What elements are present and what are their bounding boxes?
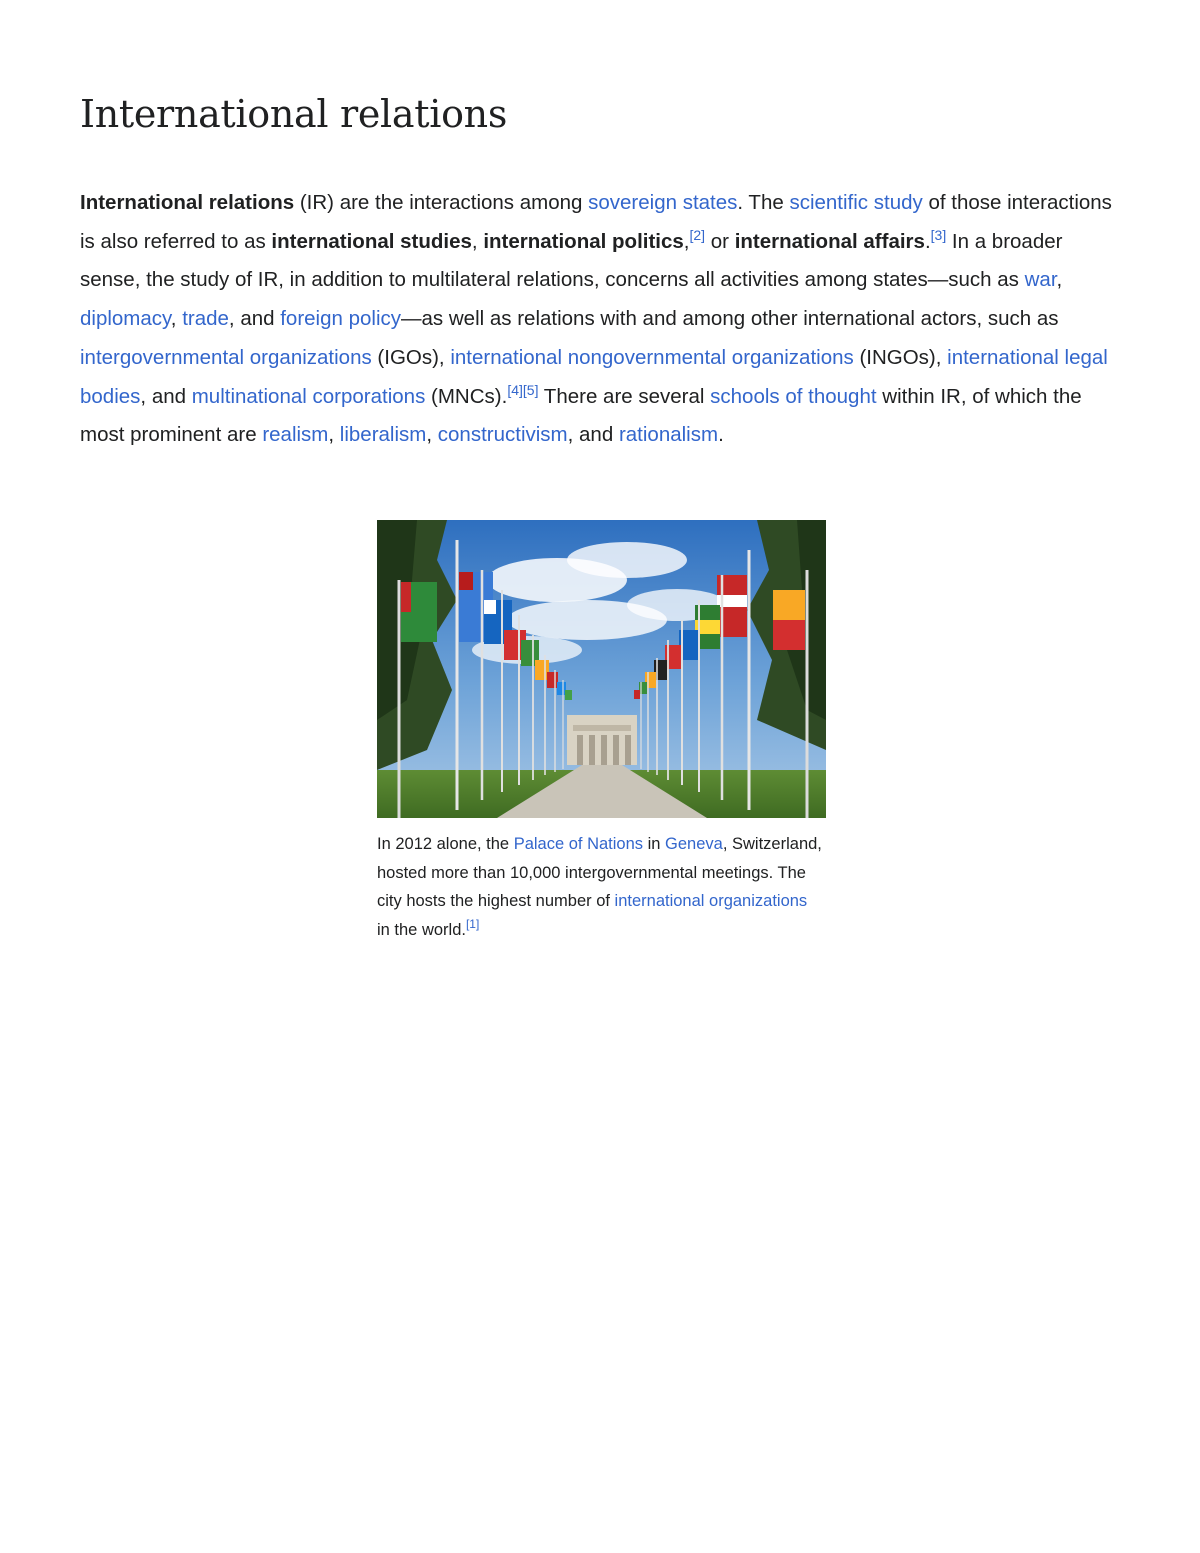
text-run: , xyxy=(683,229,690,253)
reference-link-5[interactable]: [5] xyxy=(522,381,539,398)
bold-term-international-affairs: international affairs xyxy=(734,229,925,253)
text-run: or xyxy=(705,229,735,253)
figure-caption xyxy=(377,830,822,945)
text-run: (MNCs). xyxy=(425,384,508,408)
link-war[interactable]: war xyxy=(1024,268,1057,292)
text-run: , and xyxy=(567,423,619,447)
link-international-organizations[interactable]: international organizations xyxy=(614,892,808,911)
bold-term-international-politics: international politics xyxy=(483,229,684,253)
text-run: —as well as relations with and among other international actors, such as xyxy=(401,307,1059,331)
text-run: , and xyxy=(140,384,192,408)
link-constructivism[interactable]: constructivism xyxy=(437,423,568,447)
reference-5 xyxy=(523,382,539,398)
link-scientific-study[interactable]: scientific study xyxy=(789,191,923,214)
link-multinational-corporations[interactable]: multinational corporations xyxy=(191,384,426,408)
link-geneva[interactable]: Geneva xyxy=(665,835,723,853)
link-sovereign-states[interactable]: sovereign states xyxy=(588,191,738,214)
link-liberalism[interactable]: liberalism xyxy=(339,423,427,447)
reference-1 xyxy=(466,917,479,931)
link-rationalism[interactable]: rationalism xyxy=(618,423,719,447)
reference-link-1[interactable]: [1] xyxy=(465,917,480,932)
caption-text-run: in xyxy=(643,835,666,853)
reference-link-4[interactable]: [4] xyxy=(507,381,523,398)
link-intergovernmental-organizations[interactable]: intergovernmental organizations xyxy=(80,345,372,369)
reference-4 xyxy=(507,382,523,398)
link-trade[interactable]: trade xyxy=(182,307,229,331)
link-schools-of-thought[interactable]: schools of thought xyxy=(710,384,877,408)
reference-link-3[interactable]: [3] xyxy=(930,226,947,243)
reference-2 xyxy=(689,227,705,243)
link-diplomacy[interactable]: diplomacy xyxy=(80,307,171,331)
bold-term-international-studies: international studies xyxy=(271,229,472,253)
link-realism[interactable]: realism xyxy=(262,423,329,447)
text-run: , xyxy=(170,307,183,331)
reference-link-2[interactable]: [2] xyxy=(689,226,706,243)
link-palace-of-nations[interactable]: Palace of Nations xyxy=(513,835,644,853)
palace-of-nations-photo[interactable] xyxy=(377,520,826,818)
reference-3 xyxy=(931,227,947,243)
text-run: , xyxy=(1056,268,1063,292)
lead-paragraph xyxy=(80,184,1115,455)
text-run: There are several xyxy=(538,384,711,408)
text-run: within IR, of which the most prominent are xyxy=(80,384,1082,447)
link-international-legal-bodies[interactable]: international legal bodies xyxy=(80,345,1108,408)
text-run: In a broader sense, the study of IR, in addition to multilateral relations, concerns all activities among states—such as xyxy=(80,229,1063,292)
link-foreign-policy[interactable]: foreign policy xyxy=(280,307,402,331)
text-run: (IGOs), xyxy=(371,345,451,369)
bold-term-international-relations: International relations xyxy=(80,191,295,214)
text-run: of those interactions is also referred to as xyxy=(80,191,1112,253)
text-run: . The xyxy=(737,191,790,214)
text-run: (INGOs), xyxy=(853,345,948,369)
text-run: , xyxy=(426,423,438,447)
text-run: (IR) are the interactions among xyxy=(294,191,589,214)
caption-text-run: , Switzerland, hosted more than 10,000 intergovernmental meetings. The city hosts the highest number of xyxy=(377,835,822,911)
text-run: , xyxy=(471,229,484,253)
caption-text-run: in the world. xyxy=(377,921,466,940)
page-title: International relations xyxy=(80,92,508,136)
caption-text-run: In 2012 alone, the xyxy=(377,835,514,853)
figure xyxy=(377,520,826,945)
link-international-nongovernmental-organizations[interactable]: international nongovernmental organizations xyxy=(450,345,854,369)
text-run: , xyxy=(328,423,340,447)
text-run: . xyxy=(718,423,724,447)
text-run: , and xyxy=(228,307,281,331)
text-run: . xyxy=(924,229,931,253)
